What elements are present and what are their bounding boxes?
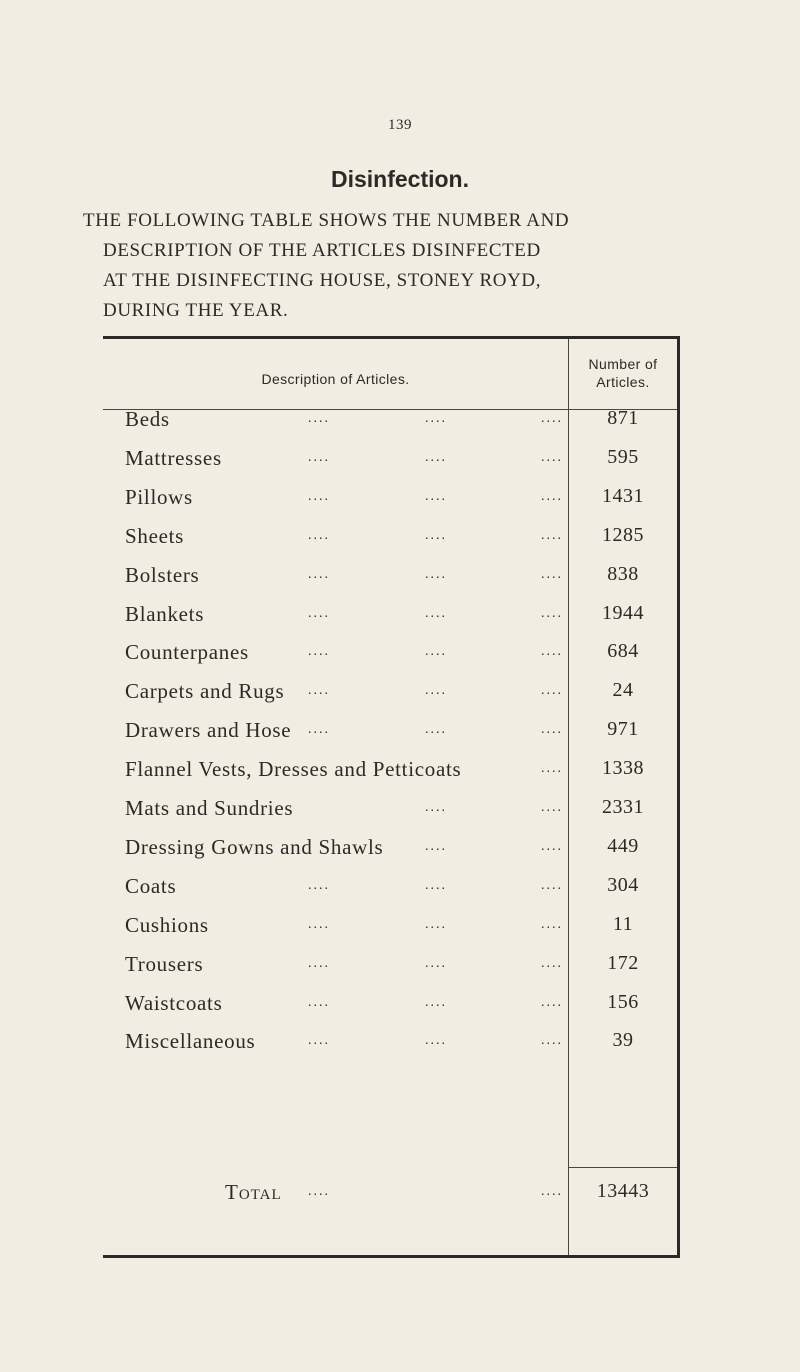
total-leader-dots: .... <box>308 1184 330 1199</box>
article-count: 24 <box>612 679 634 702</box>
table-row <box>103 913 677 953</box>
leader-dots: .... <box>541 994 563 1010</box>
leader-dots: .... <box>308 877 330 893</box>
leader-dots: .... <box>541 838 563 854</box>
intro-line-3: AT THE DISINFECTING HOUSE, STONEY ROYD, <box>103 270 542 291</box>
leader-dots: .... <box>541 488 563 504</box>
table-row <box>103 796 677 836</box>
article-count: 2331 <box>602 796 644 818</box>
leader-dots: .... <box>425 877 447 893</box>
leader-dots: .... <box>308 605 330 621</box>
table-row <box>103 602 677 642</box>
leader-dots: .... <box>541 449 563 465</box>
intro-line-1: THE FOLLOWING TABLE SHOWS THE NUMBER AND <box>83 210 570 231</box>
leader-dots: .... <box>425 722 447 738</box>
article-count: 304 <box>607 873 639 896</box>
leader-dots: .... <box>425 566 447 582</box>
table-row <box>103 874 677 914</box>
header-number-line-2: Articles. <box>596 374 650 390</box>
leader-dots: .... <box>425 449 447 465</box>
article-count: 449 <box>607 834 639 857</box>
leader-dots: .... <box>308 1033 330 1049</box>
article-label: Drawers and Hose <box>125 718 292 743</box>
leader-dots: .... <box>308 449 330 465</box>
table-row <box>103 407 677 447</box>
leader-dots: .... <box>308 488 330 504</box>
leader-dots: .... <box>541 566 563 582</box>
article-label: Counterpanes <box>125 640 249 665</box>
leader-dots: .... <box>541 800 563 815</box>
leader-dots: .... <box>541 722 563 738</box>
table-row <box>103 757 677 797</box>
table-row <box>103 524 677 564</box>
article-count: 871 <box>607 407 639 429</box>
disinfection-table <box>103 336 680 1258</box>
article-label: Waistcoats <box>125 990 223 1015</box>
total-row <box>103 1180 677 1220</box>
article-label: Trousers <box>125 951 204 976</box>
article-count: 684 <box>607 640 639 663</box>
leader-dots: .... <box>425 916 447 932</box>
leader-dots: .... <box>308 722 330 738</box>
leader-dots: .... <box>308 683 330 699</box>
table-row <box>103 679 677 719</box>
table-row <box>103 718 677 758</box>
table-row <box>103 1029 677 1069</box>
header-number-line-1: Number of <box>588 356 658 372</box>
leader-dots: .... <box>541 955 563 971</box>
leader-dots: .... <box>425 955 447 971</box>
leader-dots: .... <box>541 1033 563 1049</box>
leader-dots: .... <box>308 916 330 932</box>
table-row <box>103 446 677 486</box>
total-leader-dots-end: .... <box>541 1184 563 1199</box>
leader-dots: .... <box>541 411 563 426</box>
article-label: Pillows <box>125 484 193 509</box>
article-label: Bolsters <box>125 562 200 587</box>
leader-dots: .... <box>425 644 447 660</box>
intro-line-4: DURING THE YEAR. <box>103 300 289 321</box>
article-count: 838 <box>607 562 639 585</box>
leader-dots: .... <box>541 605 563 621</box>
leader-dots: .... <box>308 411 330 426</box>
article-label: Mats and Sundries <box>125 796 294 820</box>
leader-dots: .... <box>425 488 447 504</box>
intro-paragraph <box>83 206 763 326</box>
leader-dots: .... <box>425 605 447 621</box>
total-value: 13443 <box>596 1180 650 1202</box>
article-label: Carpets and Rugs <box>125 679 285 704</box>
leader-dots: .... <box>425 411 447 426</box>
total-rule <box>569 1167 677 1168</box>
article-count: 971 <box>607 718 639 741</box>
table-row <box>103 485 677 525</box>
table-row <box>103 991 677 1031</box>
table-row <box>103 563 677 603</box>
article-count: 1431 <box>602 484 644 507</box>
leader-dots: .... <box>425 838 447 854</box>
total-label: Total <box>225 1180 282 1204</box>
leader-dots: .... <box>425 527 447 543</box>
header-description: Description of Articles. <box>261 371 410 387</box>
leader-dots: .... <box>308 955 330 971</box>
article-count: 1285 <box>602 523 644 546</box>
article-label: Miscellaneous <box>125 1029 256 1054</box>
article-count: 11 <box>612 912 634 935</box>
article-label: Coats <box>125 873 177 898</box>
leader-dots: .... <box>541 527 563 543</box>
article-label: Mattresses <box>125 445 222 470</box>
article-label: Beds <box>125 407 170 431</box>
article-label: Cushions <box>125 912 209 937</box>
leader-dots: .... <box>308 994 330 1010</box>
table-row <box>103 835 677 875</box>
article-label: Blankets <box>125 601 205 626</box>
leader-dots: .... <box>308 566 330 582</box>
article-label: Sheets <box>125 523 185 548</box>
page-number: 139 <box>388 117 412 133</box>
leader-dots: .... <box>541 683 563 699</box>
leader-dots: .... <box>425 994 447 1010</box>
leader-dots: .... <box>308 527 330 543</box>
article-count: 156 <box>607 990 639 1013</box>
leader-dots: .... <box>541 877 563 893</box>
intro-line-2: DESCRIPTION OF THE ARTICLES DISINFECTED <box>103 240 541 261</box>
leader-dots: .... <box>541 761 563 777</box>
table-row <box>103 640 677 680</box>
article-count: 39 <box>612 1029 634 1052</box>
article-label: Flannel Vests, Dresses and Petticoats <box>125 757 462 782</box>
article-count: 595 <box>607 445 639 468</box>
page-title: Disinfection. <box>330 166 469 192</box>
table-row <box>103 952 677 992</box>
header-number <box>569 355 677 391</box>
leader-dots: .... <box>541 644 563 660</box>
leader-dots: .... <box>425 1033 447 1049</box>
article-count: 172 <box>607 951 639 974</box>
article-label: Dressing Gowns and Shawls <box>125 834 384 859</box>
article-count: 1944 <box>602 601 644 624</box>
leader-dots: .... <box>308 644 330 660</box>
leader-dots: .... <box>541 916 563 932</box>
leader-dots: .... <box>425 683 447 699</box>
leader-dots: .... <box>425 800 447 815</box>
article-count: 1338 <box>602 757 644 780</box>
